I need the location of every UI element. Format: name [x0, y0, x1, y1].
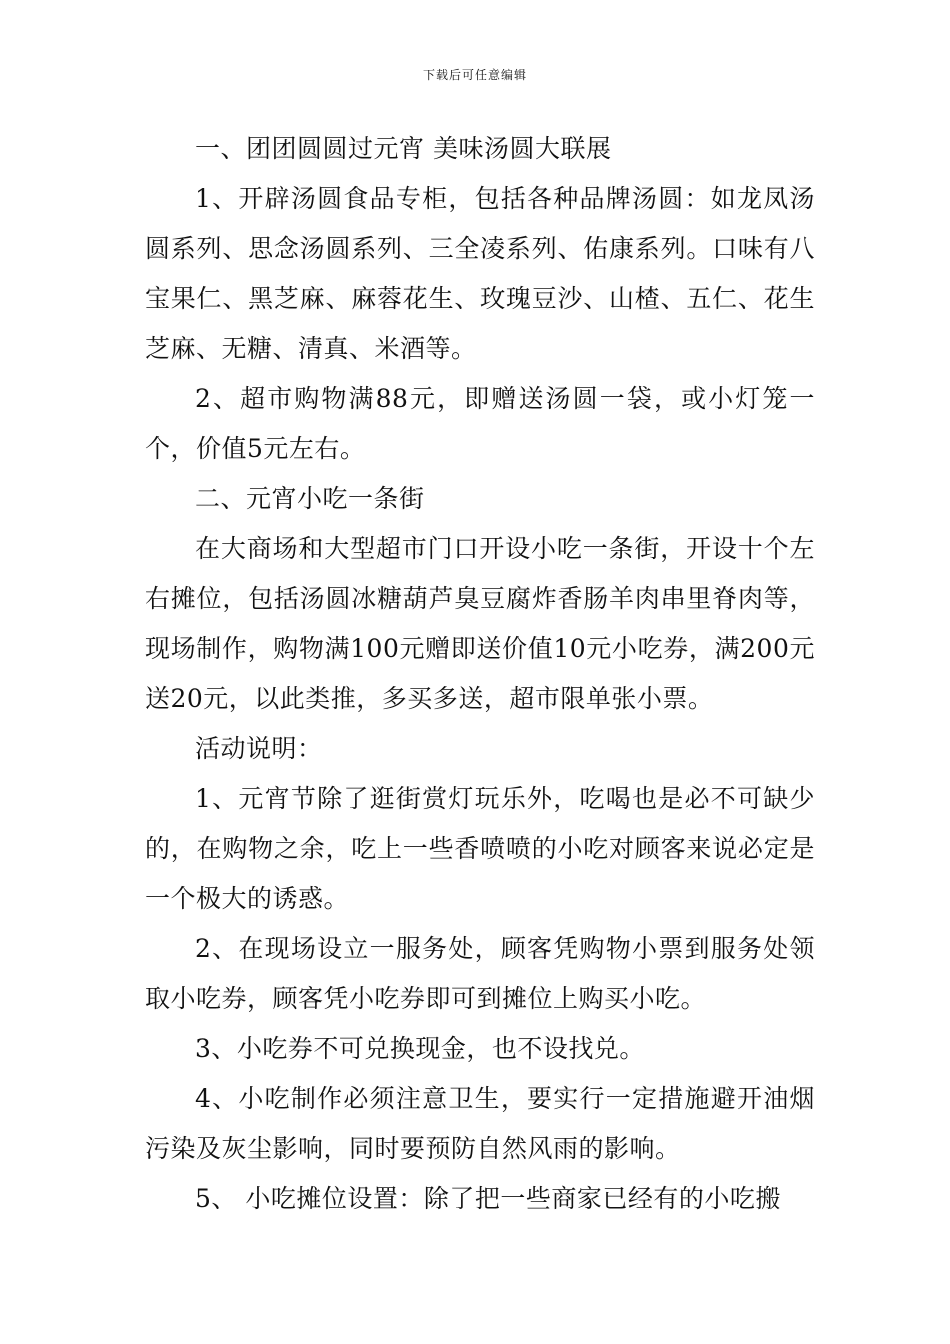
note-item-3: 3、小吃券不可兑换现金，也不设找兑。 — [195, 1034, 645, 1063]
paragraph-tangyuan-counter: 1、开辟汤圆食品专柜，包括各种品牌汤圆：如龙凤汤圆系列、思念汤圆系列、三全凌系列、佑康系列。口味有八宝果仁、黑芝麻、麻蓉花生、玫瑰豆沙、山楂、五仁、花生芝麻、无糖、清真、米酒等。 — [145, 184, 815, 363]
page-header: 下载后可任意编辑 — [422, 68, 527, 82]
paragraph-gift-offer: 2、超市购物满88元，即赠送汤圆一袋，或小灯笼一个，价值5元左右。 — [145, 384, 815, 463]
section-heading-2: 二、元宵小吃一条街 — [195, 484, 425, 513]
note-item-2: 2、在现场设立一服务处，顾客凭购物小票到服务处领取小吃券，顾客凭小吃券即可到摊位上购买小吃。 — [145, 934, 815, 1013]
note-item-5: 5、 小吃摊位设置：除了把一些商家已经有的小吃搬 — [195, 1184, 781, 1213]
document-body — [145, 124, 815, 1224]
note-item-4: 4、小吃制作必须注意卫生，要实行一定措施避开油烟污染及灰尘影响，同时要预防自然风雨的影响。 — [145, 1084, 815, 1163]
paragraph-snack-street: 在大商场和大型超市门口开设小吃一条街，开设十个左右摊位，包括汤圆冰糖葫芦臭豆腐炸香肠羊肉串里脊肉等，现场制作，购物满100元赠即送价值10元小吃券，满200元送20元，以此类推，多买多送，超市限单张小票。 — [145, 534, 815, 713]
activity-notes-heading: 活动说明： — [195, 734, 323, 763]
note-item-1: 1、元宵节除了逛街赏灯玩乐外，吃喝也是必不可缺少的，在购物之余，吃上一些香喷喷的小吃对顾客来说必定是一个极大的诱惑。 — [145, 784, 815, 913]
section-heading-1: 一、团团圆圆过元宵 美味汤圆大联展 — [195, 134, 612, 163]
